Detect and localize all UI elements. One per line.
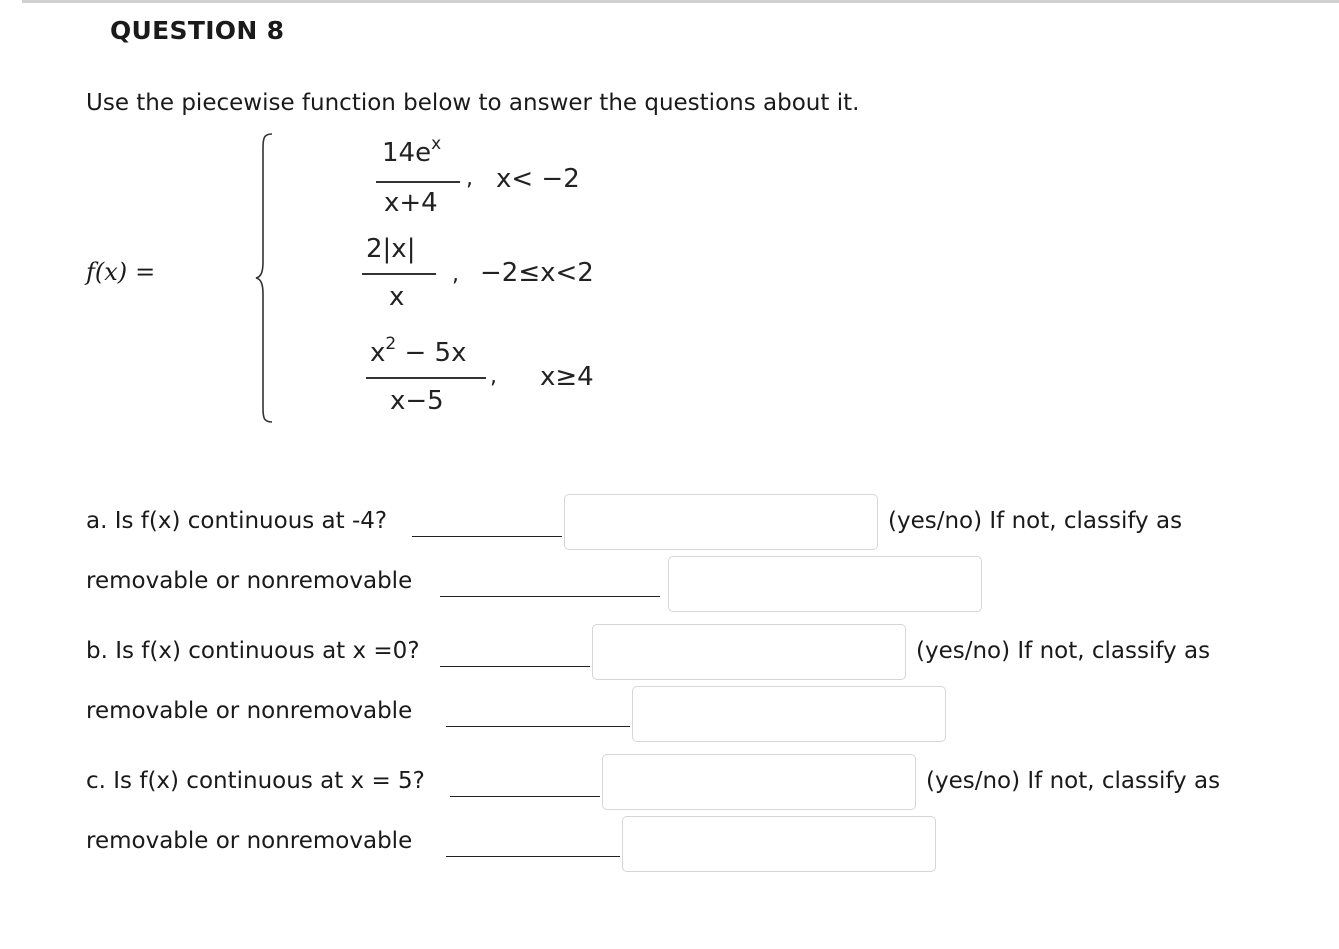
piece-1-separator: , [466,166,473,191]
part-b-prompt: b. Is f(x) continuous at x =0? [86,638,420,664]
part-c-suffix: (yes/no) If not, classify as [926,768,1221,794]
piece-1-condition: x< −2 [496,164,580,194]
part-c-prompt: c. Is f(x) continuous at x = 5? [86,768,425,794]
part-c-followup-blank-line [446,856,620,858]
part-b-suffix: (yes/no) If not, classify as [916,638,1211,664]
part-a-blank-line [412,536,562,538]
part-b-followup-blank-line [446,726,630,728]
part-b-blank-line [440,666,590,668]
part-b-continuity-input[interactable] [592,624,906,680]
part-a-classification-input[interactable] [668,556,982,612]
part-c-blank-line [450,796,600,798]
piece-3-fraction-bar [366,377,486,379]
part-a-followup-blank-line [440,596,660,598]
piece-2-denominator: x [389,282,405,312]
part-c-continuity-input[interactable] [602,754,916,810]
piece-3-condition: x≥4 [540,362,594,392]
part-c-classification-input[interactable] [622,816,936,872]
part-a-suffix: (yes/no) If not, classify as [888,508,1183,534]
piece-1-fraction-bar [376,181,460,183]
piece-2-numerator: 2|x| [366,234,416,264]
part-a-continuity-input[interactable] [564,494,878,550]
question-title: QUESTION 8 [110,16,285,45]
piece-2-separator: , [452,262,459,287]
part-b-followup: removable or nonremovable [86,698,413,724]
function-label [86,258,155,286]
piece-1-numerator: $14e^x$ [382,134,442,168]
part-a-followup: removable or nonremovable [86,568,413,594]
piece-3-numerator: $x^2 - 5x$ [370,334,467,368]
part-c-followup: removable or nonremovable [86,828,413,854]
piece-1-denominator: x+4 [384,188,438,218]
part-b-classification-input[interactable] [632,686,946,742]
function-name: f(x) [86,258,128,286]
question-intro: Use the piecewise function below to answer the questions about it. [86,90,860,116]
part-a-prompt: a. Is f(x) continuous at -4? [86,508,388,534]
top-divider [22,0,1339,3]
piece-3-denominator: x−5 [390,386,444,416]
equals-sign: = [135,258,156,286]
piecewise-brace [250,132,280,424]
piece-3-separator: , [490,364,497,389]
piece-2-fraction-bar [362,273,436,275]
piece-2-condition: −2≤x<2 [480,258,594,288]
